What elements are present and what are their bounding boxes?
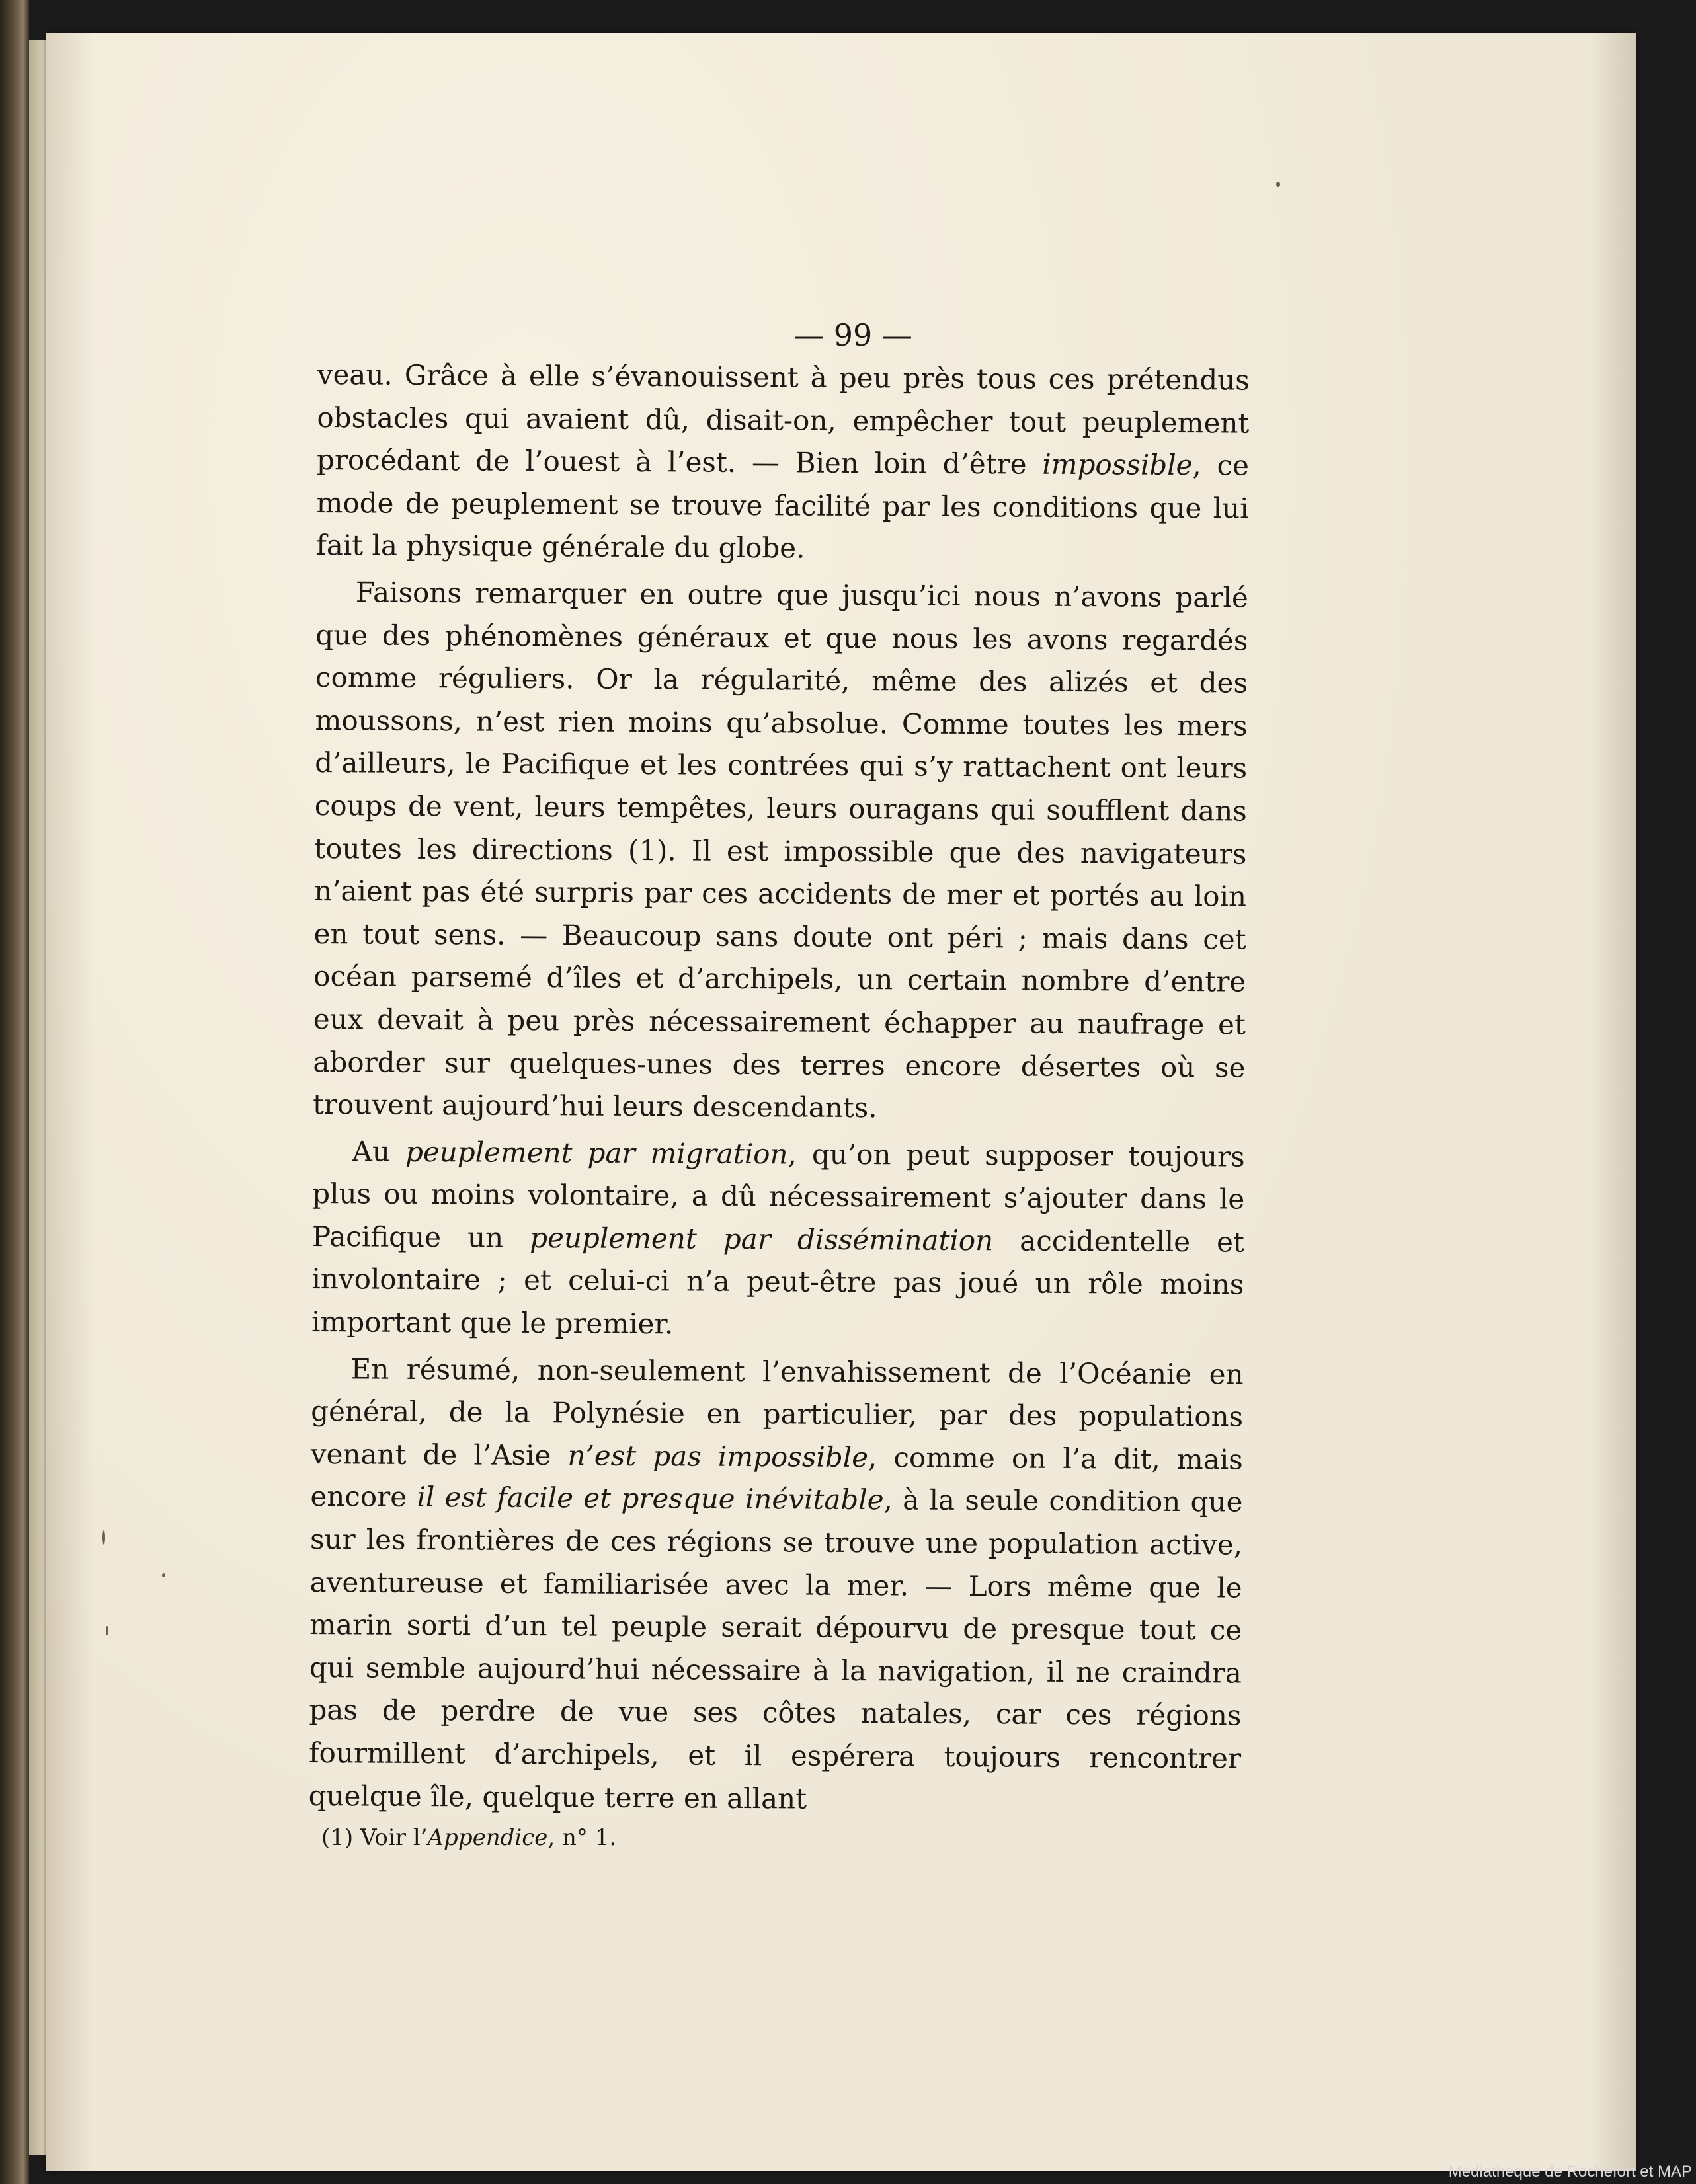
paragraph-p4 — [308, 1348, 1243, 1823]
footnote-italic-term: Appendice — [427, 1824, 548, 1851]
text-segment: , ce mode de peuplement se trouve facilité par les conditions que lui fait la physique générale du globe. — [316, 449, 1250, 565]
text-segment: En résumé, non-seulement l’envahissement de l’Océanie en général, de la Polynésie en particulier, par des populations venant de l’Asie — [310, 1352, 1244, 1472]
emphasized-text: peuplement par migration — [405, 1135, 788, 1171]
footnote — [321, 1824, 983, 1851]
text-segment: , à la seule condition que sur les frontières de ces régions se trouve une population active, aventureuse et familiarisée avec la mer. — Lors même que le marin sorti d’un tel peuple serait dépourvu de presque tout ce qui semble aujourd’hui nécessaire à la navigation, il ne craindra pas de perdre de vue ses côtes natales, car ces régions fourmillent d’archipels, et il espérera toujours rencontrer quelque île, quelque terre en allant — [308, 1483, 1243, 1815]
text-segment: accidentelle et involontaire ; et celui-ci n’a peut-être pas joué un rôle moins important que le premier. — [311, 1224, 1244, 1341]
footnote-marker: (1) — [321, 1824, 354, 1851]
footnote-text-before: Voir l’ — [353, 1824, 428, 1851]
book-binding — [0, 0, 29, 2184]
paragraph-p1 — [316, 354, 1250, 573]
paper-speck — [106, 1626, 108, 1635]
text-segment: Au — [352, 1135, 406, 1168]
text-segment: , comme on l’a dit, mais encore — [310, 1440, 1243, 1514]
footnote-text-after: , n° 1. — [547, 1824, 617, 1851]
emphasized-text: peuplement par dissémination — [530, 1221, 994, 1257]
paper-speck — [1276, 182, 1280, 187]
body-text — [308, 354, 1250, 1827]
page-number: — 99 — — [793, 317, 912, 353]
text-segment: Faisons remarquer en outre que jusqu’ici nous n’avons parlé que des phénomènes généraux et que nous les avons regardés comme réguliers. Or la régularité, même des alizés et des moussons, n’est rien moins qu’absolue. Comme toutes les mers d’ailleurs, le Pacifique et les contrées qui s’y rattachent ont leurs coups de vent, leurs tempêtes, leurs ouragans qui soufflent dans toutes les directions (1). Il est impossible que des navigateurs n’aient pas été surpris par ces accidents de mer et portés au loin en tout sens. — Beaucoup sans doute ont péri ; mais dans cet océan parsemé d’îles et d’archipels, un certain nombre d’entre eux devait à peu près nécessairement échapper au naufrage et aborder sur quelques-unes des terres encore désertes où se trouvent aujourd’hui leurs descendants. — [312, 576, 1248, 1124]
paper-speck — [162, 1573, 165, 1577]
paper-speck — [102, 1530, 105, 1545]
emphasized-text: impossible — [1042, 448, 1193, 482]
paragraph-p2 — [313, 571, 1248, 1132]
text-segment: veau. Grâce à elle s’évanouissent à peu près tous ces prétendus obstacles qui avaient dû, disait-on, empêcher tout peuplement procédant de l’ouest à l’est. — Bien loin d’être — [316, 358, 1250, 481]
text-segment: , qu’on peut supposer toujours plus ou moins volontaire, a dû nécessairement s’ajouter dans le Pacifique un — [311, 1138, 1245, 1254]
emphasized-text: n’est pas impossible — [567, 1439, 869, 1473]
library-watermark: Médiathèque de Rochefort et MAP — [1448, 2163, 1692, 2181]
emphasized-text: il est facile et presque inévitable — [417, 1481, 884, 1516]
paragraph-p3 — [311, 1130, 1245, 1350]
